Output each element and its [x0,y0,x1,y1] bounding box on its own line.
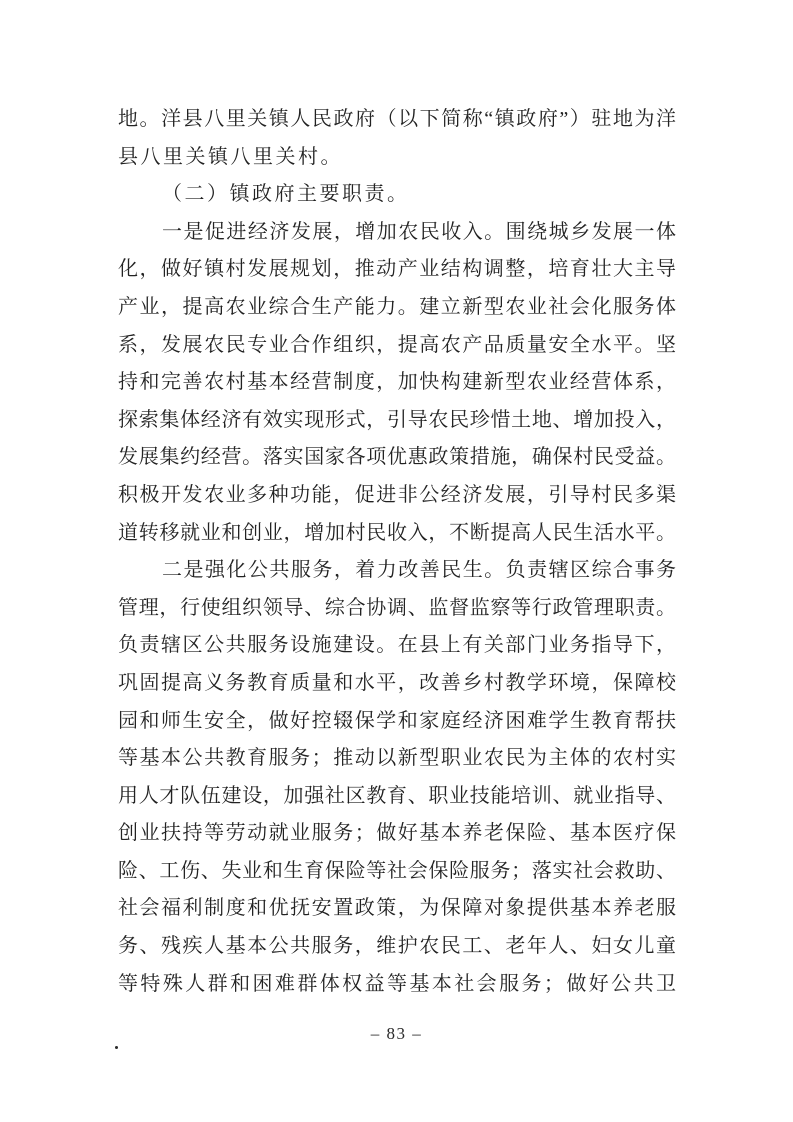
text-line: 持和完善农村基本经营制度，加快构建新型农业经营体系， [118,371,676,394]
text-line: 化，做好镇村发展规划，推动产业结构调整，培育壮大主导 [118,258,676,281]
page-number: – 83 – [370,1024,423,1043]
text-line: 积极开发农业多种功能，促进非公经济发展，引导村民多渠 [118,483,676,506]
text-line: 管理，行使组织领导、综合协调、监督监察等行政管理职责。 [118,596,676,619]
text-line: 地。洋县八里关镇人民政府（以下简称“镇政府”）驻地为洋 [118,108,676,130]
text-line: 一是促进经济发展，增加农民收入。围绕城乡发展一体 [162,220,676,243]
text-line: 产业，提高农业综合生产能力。建立新型农业社会化服务体 [118,295,676,318]
text-line: 园和师生安全，做好控辍保学和家庭经济困难学生教育帮扶 [118,709,676,732]
text-line: 发展集约经营。落实国家各项优惠政策措施，确保村民受益。 [118,446,676,469]
text-line: 县八里关镇八里关村。 [118,145,343,168]
text-line: 务、残疾人基本公共服务，维护农民工、老年人、妇女儿童 [118,935,676,958]
text-line: 等基本公共教育服务；推动以新型职业农民为主体的农村实 [118,747,676,770]
text-line: 创业扶持等劳动就业服务；做好基本养老保险、基本医疗保 [118,822,676,845]
text-line: 探索集体经济有效实现形式，引导农民珍惜土地、增加投入， [118,408,676,431]
text-line: 社会福利制度和优抚安置政策，为保障对象提供基本养老服 [118,897,676,920]
text-line: 二是强化公共服务，着力改善民生。负责辖区综合事务 [162,559,676,582]
section-heading: （二）镇政府主要职责。 [162,183,410,206]
text-line: 负责辖区公共服务设施建设。在县上有关部门业务指导下， [118,634,676,657]
text-line: 系，发展农民专业合作组织，提高农产品质量安全水平。坚 [118,333,676,356]
ink-speck [115,1046,118,1049]
text-line: 等特殊人群和困难群体权益等基本社会服务；做好公共卫 [118,972,676,995]
text-line: 险、工伤、失业和生育保险等社会保险服务；落实社会救助、 [118,859,676,882]
body-text [118,101,676,1003]
text-line: 道转移就业和创业，增加村民收入，不断提高人民生活水平。 [118,521,676,544]
text-line: 巩固提高义务教育质量和水平，改善乡村教学环境，保障校 [118,671,676,694]
text-line: 用人才队伍建设，加强社区教育、职业技能培训、就业指导、 [118,784,676,807]
